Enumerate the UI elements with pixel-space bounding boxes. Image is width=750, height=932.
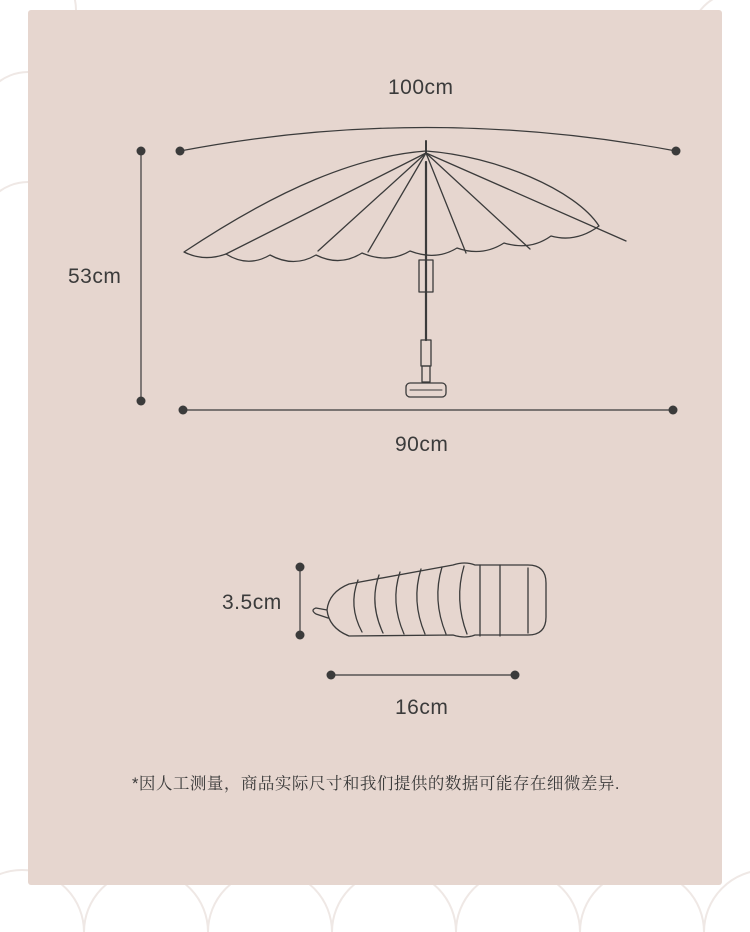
open-umbrella-drawing — [184, 141, 626, 397]
base-width-endpoint-right — [669, 406, 678, 415]
fold-thickness-endpoint-top — [296, 563, 305, 572]
canopy-span-endpoint-left — [176, 147, 185, 156]
canopy-span-endpoint-right — [672, 147, 681, 156]
base-width-endpoint-left — [179, 406, 188, 415]
canopy-span-label: 100cm — [388, 76, 454, 99]
height-endpoint-bottom — [137, 397, 146, 406]
fold-length-endpoint-left — [327, 671, 336, 680]
base-width-label: 90cm — [395, 433, 449, 456]
fold-length-endpoint-right — [511, 671, 520, 680]
measurement-disclaimer-note: *因人工测量，商品实际尺寸和我们提供的数据可能存在细微差异. — [131, 775, 620, 793]
fold-thickness-label: 3.5cm — [222, 591, 282, 614]
umbrella-height-label: 53cm — [68, 265, 122, 288]
folded-umbrella-drawing — [313, 563, 546, 637]
canopy-span-dimension — [180, 128, 676, 152]
fold-thickness-endpoint-bottom — [296, 631, 305, 640]
umbrella-diagram-svg — [28, 10, 722, 885]
diagram-card — [28, 10, 722, 885]
fold-length-label: 16cm — [395, 696, 449, 719]
height-endpoint-top — [137, 147, 146, 156]
